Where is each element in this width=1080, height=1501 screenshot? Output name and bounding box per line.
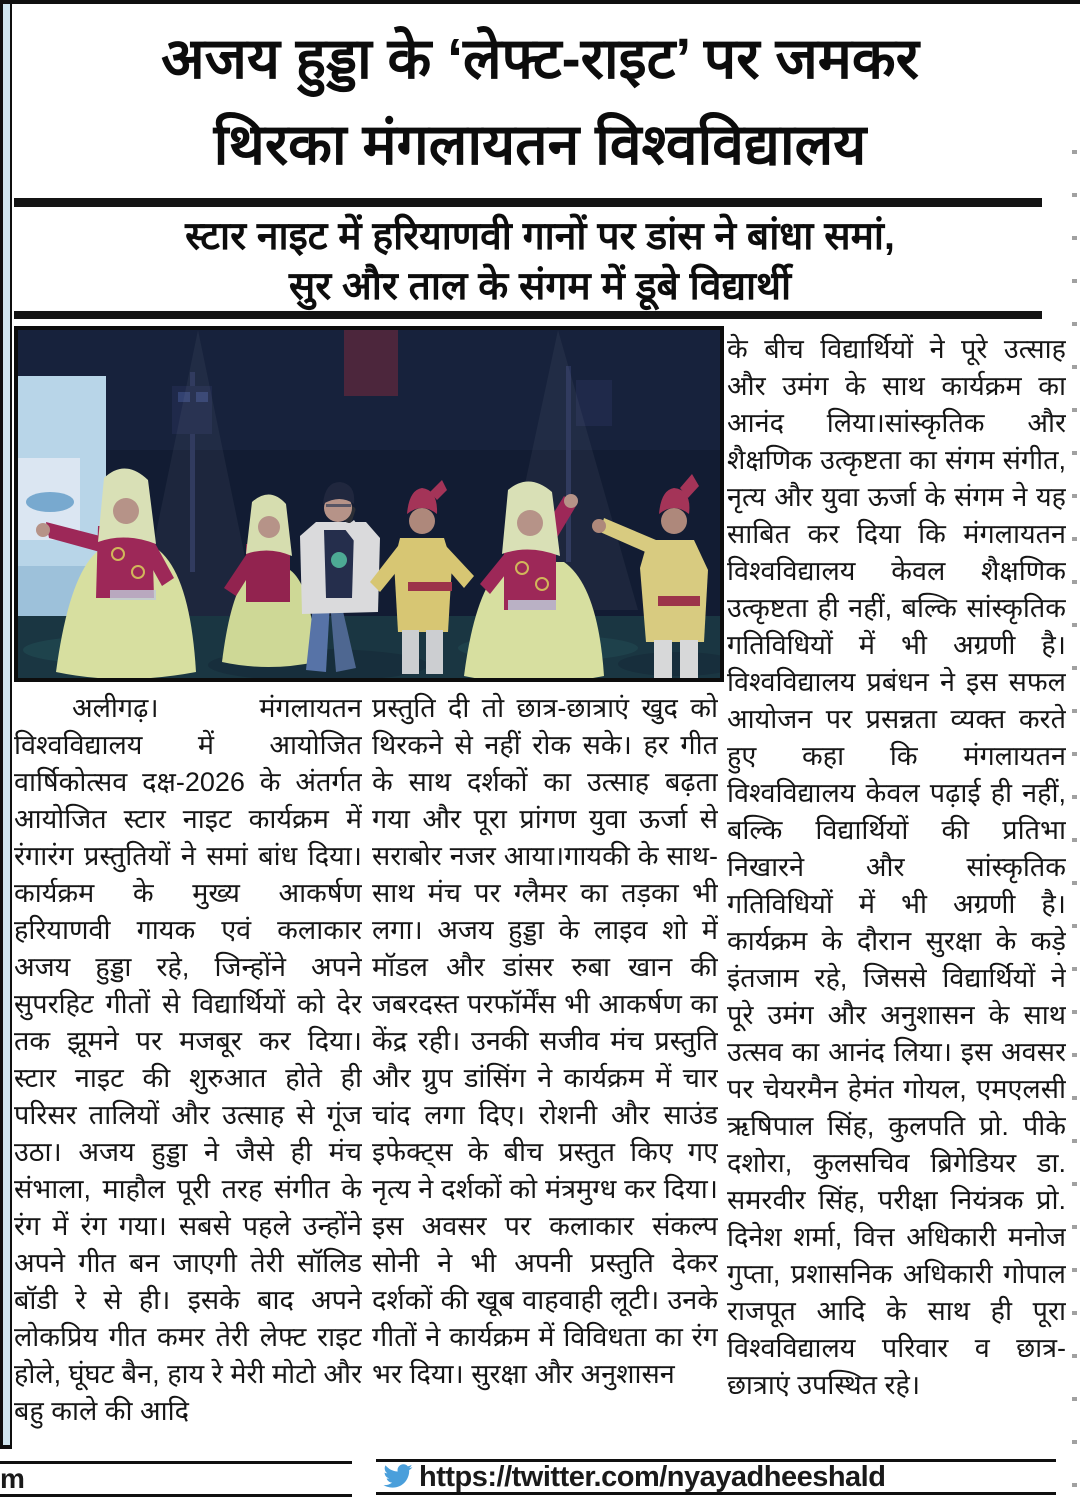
top-border-line [0,0,1080,4]
footer-left-text: m [0,1463,25,1494]
body-column-1: अलीगढ़। मंगलायतन विश्वविद्यालय में आयोजित वार्षिकोत्सव दक्ष-2026 के अंतर्गत आयोजित स्टार नाइट कार्यक्रम में रंगारंग प्रस्तुतियों ने समां बांध दिया। कार्यक्रम के मुख्य आकर्षण हरियाणवी गायक एवं कलाकार अजय हुड्डा रहे, जिन्होंने अपने सुपरहिट गीतों से विद्यार्थियों को देर तक झूमने पर मजबूर कर दिया। स्टार नाइट की शुरुआत होते ही परिसर तालियों और उत्साह से गूंज उठा। अजय हुड्डा ने जैसे ही मंच संभाला, माहौल पूरी तरह संगीत के रंग में रंग गया। सबसे पहले उन्होंने अपने गीत बन जाएगी तेरी सॉलिड बॉडी रे से ही। इसके बाद अपने लोकप्रिय गीत कमर तेरी लेफ्ट राइट होले, घूंघट बैन, हाय रे मेरी मोटो और बहु काले की आदि [14,693,362,1426]
body-column-3: के बीच विद्यार्थियों ने पूरे उत्साह और उमंग के साथ कार्यक्रम का आनंद लिया।सांस्कृतिक और शैक्षणिक उत्कृष्टता का संगम संगीत, नृत्य और युवा ऊर्जा के संगम ने यह साबित कर दिया कि मंगलायतन विश्वविद्यालय केवल शैक्षणिक उत्कृष्टता ही नहीं, बल्कि सांस्कृतिक गतिविधियों में भी अग्रणी है। विश्वविद्यालय प्रबंधन ने इस सफल आयोजन पर प्रसन्नता व्यक्त करते हुए कहा कि मंगलायतन विश्वविद्यालय केवल पढ़ाई ही नहीं, बल्कि विद्यार्थियों की प्रतिभा निखारने और सांस्कृतिक गतिविधियों में भी अग्रणी है। कार्यक्रम के दौरान सुरक्षा के कड़े इंतजाम रहे, जिससे विद्यार्थियों ने पूरे उमंग और अनुशासन के साथ उत्सव का आनंद लिया। इस अवसर पर चेयरमैन हेमंत गोयल, एमएलसी ऋषिपाल सिंह, कुलपति प्रो. पीके दशोरा, कुलसचिव ब्रिगेडियर डा. समरवीर सिंह, परीक्षा नियंत्रक प्रो. दिनेश शर्मा, वित्त अधिकारी मनोज गुप्ता, प्रशासनिक अधिकारी गोपाल राजपूत आदि के साथ ही पूरा विश्वविद्यालय परिवार व छात्र-छात्राएं उपस्थित रहे। [727,334,1066,1400]
stage-photo-illustration [18,330,720,678]
footer-twitter-bar [376,1459,1056,1495]
subheadline-line-2: सुर और ताल के संगम में डूबे विद्यार्थी [288,265,792,308]
article-subheadline [26,212,1054,312]
twitter-bird-icon [382,1464,414,1491]
twitter-url-link[interactable]: https://twitter.com/nyayadheeshald [419,1460,886,1493]
headline-divider-rule [14,198,1042,207]
body-column-2: प्रस्तुति दी तो छात्र-छात्राएं खुद को थिरकने से नहीं रोक सके। हर गीत के साथ दर्शकों का उत्साह बढ़ता गया और पूरा प्रांगण युवा ऊर्जा से सराबोर नजर आया।गायकी के साथ-साथ मंच पर ग्लैमर का तड़का भी लगा। अजय हुड्डा के लाइव शो में मॉडल और डांसर रुबा खान की जबरदस्त परफॉर्मेंस भी आकर्षण का केंद्र रही। उनकी सजीव मंच प्रस्तुति और ग्रुप डांसिंग ने कार्यक्रम में चार चांद लगा दिए। रोशनी और साउंड इफेक्ट्स के बीच प्रस्तुत किए गए नृत्य ने दर्शकों को मंत्रमुग्ध कर दिया। इस अवसर पर कलाकार संकल्प सोनी ने भी अपनी प्रस्तुति देकर दर्शकों की खूब वाहवाही लूटी। उनके गीतों ने कार्यक्रम में विविधता का रंग भर दिया। सुरक्षा और अनुशासन [372,693,718,1389]
stage-performance-photo [14,326,724,682]
left-margin-strip [0,4,12,1449]
right-edge-tick-marks [1072,150,1077,1495]
headline-line-2: थिरका मंगलायतन विश्वविद्यालय [213,113,867,177]
article-headline [26,16,1054,188]
subheadline-line-1: स्टार नाइट में हरियाणवी गानों पर डांस ने बांधा समां, [185,215,895,258]
footer-left-fragment-bar [0,1461,352,1497]
headline-line-1: अजय हुड्डा के ‘लेफ्ट-राइट’ पर जमकर [161,27,919,91]
subheadline-divider-rule [14,311,1042,319]
